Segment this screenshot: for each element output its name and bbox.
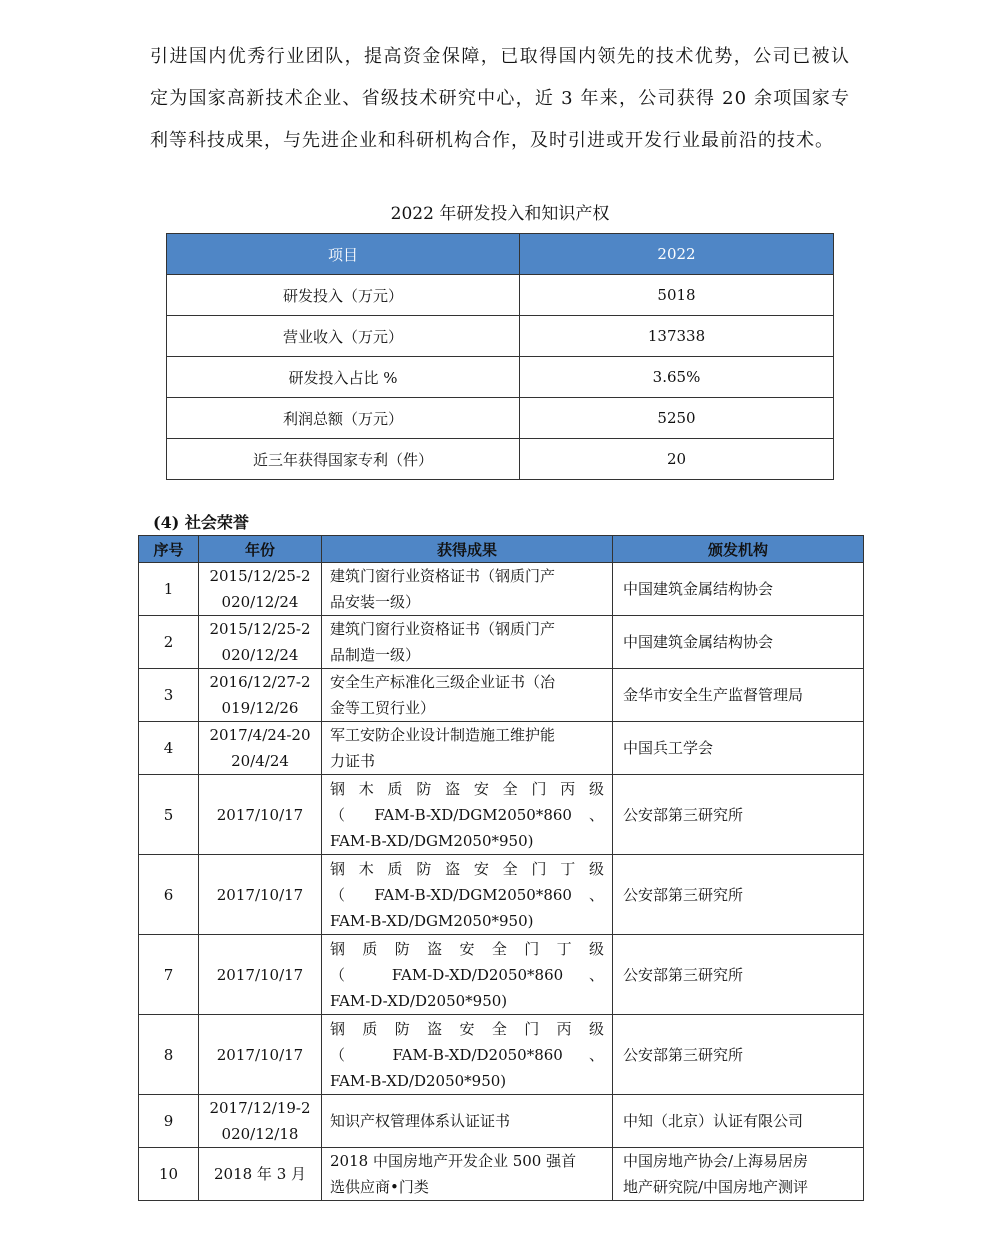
table-row <box>139 1015 864 1095</box>
table-row <box>139 722 864 775</box>
year-cell <box>199 1015 322 1095</box>
year-line: 20/4/24 <box>231 752 289 770</box>
issuer-cell <box>613 775 864 855</box>
achievement-line: 选供应商•门类 <box>330 1178 429 1196</box>
item-cell: 研发投入（万元） <box>167 275 520 316</box>
rd-investment-table <box>166 233 834 480</box>
achievement-line: 金等工贸行业） <box>330 699 436 717</box>
year-cell <box>199 775 322 855</box>
row-number: 8 <box>163 1045 174 1064</box>
issuer-cell <box>613 722 864 775</box>
year-cell <box>199 935 322 1015</box>
year-cell <box>199 669 322 722</box>
table-row <box>167 398 834 439</box>
achievement-line: （ FAM-D-XD/D2050*860 、 <box>330 965 604 984</box>
achievement-line: 知识产权管理体系认证证书 <box>330 1112 511 1130</box>
table-header-row <box>139 536 864 563</box>
issuer-cell <box>613 616 864 669</box>
intro-paragraph: 引进国内优秀行业团队，提高资金保障，已取得国内领先的技术优势，公司已被认定为国家高新技术企业、省级技术研究中心，近 3 年来，公司获得 20 余项国家专利等科技成果，与先进企业和科研机构合作，及时引进或开发行业最前沿的技术。 <box>150 46 850 151</box>
row-number: 9 <box>163 1112 174 1130</box>
row-number: 2 <box>163 633 174 651</box>
issuer-line: 公安部第三研究所 <box>623 1045 744 1064</box>
issuer-line: 金华市安全生产监督管理局 <box>623 686 804 704</box>
year-line: 2018 年 3 月 <box>213 1165 307 1183</box>
achievement-line: 品安装一级） <box>330 593 421 611</box>
achievement-line: FAM-D-XD/D2050*950) <box>330 991 508 1010</box>
number-cell <box>139 1015 199 1095</box>
table-row <box>167 275 834 316</box>
achievement-cell <box>322 669 613 722</box>
achievement-line: 力证书 <box>330 752 376 770</box>
header-cell: 颁发机构 <box>613 536 864 563</box>
number-cell <box>139 722 199 775</box>
row-number: 4 <box>163 739 174 757</box>
value-cell: 5250 <box>520 398 834 439</box>
table-row <box>139 935 864 1015</box>
year-cell <box>199 616 322 669</box>
achievement-cell <box>322 855 613 935</box>
item-cell: 利润总额（万元） <box>167 398 520 439</box>
achievement-line: 建筑门窗行业资格证书（钢质门产 <box>330 567 556 585</box>
achievement-line: 军工安防企业设计制造施工维护能 <box>330 726 556 744</box>
row-number: 5 <box>163 805 174 824</box>
achievement-cell <box>322 935 613 1015</box>
value-cell: 5018 <box>520 275 834 316</box>
issuer-line: 地产研究院/中国房地产测评 <box>623 1178 809 1196</box>
table-row <box>167 439 834 480</box>
issuer-line: 中国兵工学会 <box>623 739 714 757</box>
row-number: 6 <box>163 885 174 904</box>
row-number: 3 <box>163 686 174 704</box>
achievement-line: 安全生产标准化三级企业证书（冶 <box>330 673 556 691</box>
header-cell: 序号 <box>139 536 199 563</box>
item-cell: 营业收入（万元） <box>167 316 520 357</box>
row-number: 7 <box>163 965 174 984</box>
issuer-cell <box>613 1095 864 1148</box>
number-cell <box>139 669 199 722</box>
achievement-cell <box>322 1015 613 1095</box>
year-line: 019/12/26 <box>221 699 299 717</box>
issuer-cell <box>613 855 864 935</box>
header-cell: 项目 <box>167 234 520 275</box>
year-cell <box>199 563 322 616</box>
issuer-cell <box>613 1148 864 1201</box>
table-row <box>139 1095 864 1148</box>
table-row <box>167 316 834 357</box>
year-cell <box>199 1095 322 1148</box>
rd-table-caption: 2022 年研发投入和知识产权 <box>390 204 610 224</box>
year-cell <box>199 1148 322 1201</box>
year-cell <box>199 722 322 775</box>
issuer-line: 公安部第三研究所 <box>623 805 744 824</box>
issuer-line: 公安部第三研究所 <box>623 965 744 984</box>
achievement-line: （ FAM-B-XD/D2050*860 、 <box>330 1045 604 1064</box>
header-cell: 获得成果 <box>322 536 613 563</box>
achievement-cell <box>322 775 613 855</box>
number-cell <box>139 1095 199 1148</box>
number-cell <box>139 616 199 669</box>
number-cell <box>139 855 199 935</box>
issuer-cell <box>613 669 864 722</box>
year-line: 2017/12/19-2 <box>209 1099 311 1117</box>
issuer-cell <box>613 935 864 1015</box>
table-row <box>139 775 864 855</box>
achievement-cell <box>322 722 613 775</box>
item-cell: 研发投入占比 % <box>167 357 520 398</box>
row-number: 1 <box>163 580 174 598</box>
year-line: 2017/10/17 <box>216 1045 304 1064</box>
achievement-line: 钢 质 防 盗 安 全 门 丁 级 <box>330 939 604 958</box>
number-cell <box>139 775 199 855</box>
section-title-honors: (4) 社会荣誉 <box>153 513 249 532</box>
table-row <box>139 563 864 616</box>
number-cell <box>139 1148 199 1201</box>
achievement-line: 品制造一级） <box>330 646 421 664</box>
achievement-line: FAM-B-XD/DGM2050*950) <box>330 911 534 930</box>
achievement-line: 钢 质 防 盗 安 全 门 丙 级 <box>330 1019 604 1038</box>
achievement-line: 钢 木 质 防 盗 安 全 门 丙 级 <box>330 779 604 798</box>
year-line: 2016/12/27-2 <box>209 673 311 691</box>
header-cell: 年份 <box>199 536 322 563</box>
year-line: 020/12/24 <box>221 646 299 664</box>
year-line: 2017/10/17 <box>216 965 304 984</box>
achievement-line: 2018 中国房地产开发企业 500 强首 <box>330 1152 577 1170</box>
issuer-line: 公安部第三研究所 <box>623 885 744 904</box>
table-row <box>139 855 864 935</box>
table-row <box>167 357 834 398</box>
year-line: 020/12/24 <box>221 593 299 611</box>
achievement-line: （ FAM-B-XD/DGM2050*860 、 <box>330 805 604 824</box>
issuer-cell <box>613 563 864 616</box>
year-line: 2015/12/25-2 <box>209 620 311 638</box>
year-line: 020/12/18 <box>221 1125 299 1143</box>
table-header-row <box>167 234 834 275</box>
year-line: 2017/4/24-20 <box>209 726 311 744</box>
number-cell <box>139 563 199 616</box>
year-line: 2017/10/17 <box>216 805 304 824</box>
table-row <box>139 669 864 722</box>
issuer-line: 中知（北京）认证有限公司 <box>623 1112 804 1130</box>
number-cell <box>139 935 199 1015</box>
honors-table <box>138 535 864 1201</box>
achievement-cell <box>322 616 613 669</box>
item-cell: 近三年获得国家专利（件） <box>167 439 520 480</box>
achievement-line: FAM-B-XD/DGM2050*950) <box>330 831 534 850</box>
issuer-line: 中国建筑金属结构协会 <box>623 580 774 598</box>
achievement-line: FAM-B-XD/D2050*950) <box>330 1071 507 1090</box>
table-row <box>139 616 864 669</box>
issuer-line: 中国建筑金属结构协会 <box>623 633 774 651</box>
value-cell: 3.65% <box>520 357 834 398</box>
achievement-cell <box>322 1148 613 1201</box>
table-row <box>139 1148 864 1201</box>
value-cell: 137338 <box>520 316 834 357</box>
year-cell <box>199 855 322 935</box>
achievement-line: （ FAM-B-XD/DGM2050*860 、 <box>330 885 604 904</box>
issuer-line: 中国房地产协会/上海易居房 <box>623 1152 809 1170</box>
achievement-line: 建筑门窗行业资格证书（钢质门产 <box>330 620 556 638</box>
achievement-cell <box>322 563 613 616</box>
row-number: 10 <box>158 1165 179 1183</box>
value-cell: 20 <box>520 439 834 480</box>
achievement-cell <box>322 1095 613 1148</box>
issuer-cell <box>613 1015 864 1095</box>
year-line: 2015/12/25-2 <box>209 567 311 585</box>
achievement-line: 钢 木 质 防 盗 安 全 门 丁 级 <box>330 859 604 878</box>
year-line: 2017/10/17 <box>216 885 304 904</box>
header-cell: 2022 <box>520 234 834 275</box>
